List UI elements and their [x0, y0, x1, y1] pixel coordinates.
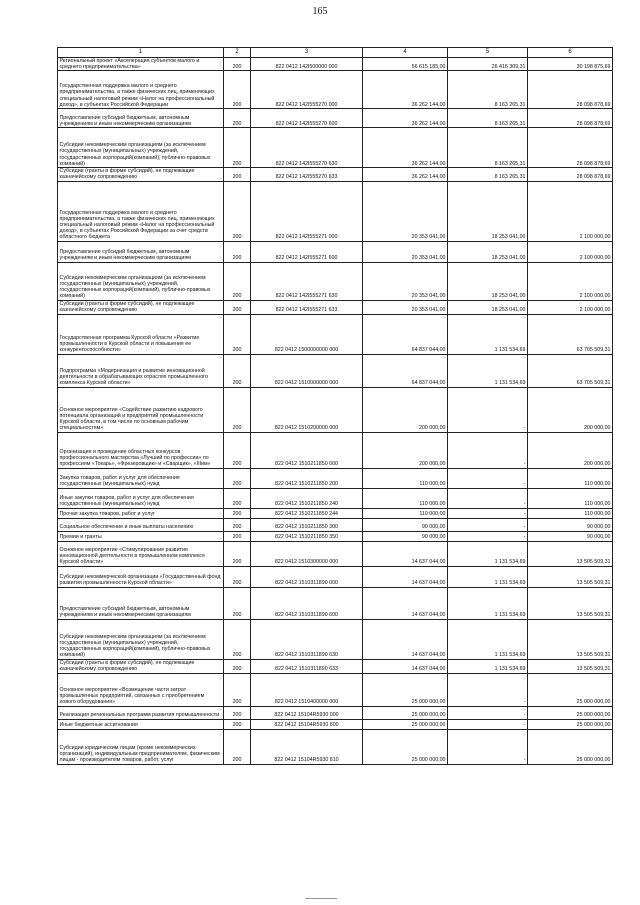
row-col4-cell: 20 353 041,00 — [363, 300, 448, 314]
row-vid-cell: 200 — [224, 619, 251, 659]
row-vid-cell: 200 — [224, 541, 251, 566]
row-vid-cell: 200 — [224, 706, 251, 719]
row-code-cell: 822 0412 1510000000 000 — [251, 354, 363, 387]
budget-table — [57, 47, 613, 765]
table-row — [58, 719, 613, 729]
table-row — [58, 587, 613, 619]
row-col6-cell: 90 000,00 — [528, 531, 613, 541]
row-col5-cell: 18 253 041,00 — [448, 241, 528, 262]
table-row — [58, 706, 613, 719]
row-col5-cell: 8 163 265,31 — [448, 128, 528, 168]
row-vid-cell: 200 — [224, 729, 251, 764]
row-col6-cell: 25 000 000,00 — [528, 673, 613, 706]
row-col5-cell: - — [448, 719, 528, 729]
row-col5-cell: 1 131 534,69 — [448, 619, 528, 659]
row-code-cell: 822 0412 15104R5930 810 — [251, 729, 363, 764]
row-col6-cell: 200 000,00 — [528, 387, 613, 432]
row-col4-cell: 90 000,00 — [363, 531, 448, 541]
row-col5-cell: 1 131 534,69 — [448, 354, 528, 387]
row-col6-cell: 13 505 509,31 — [528, 659, 613, 673]
table-row — [58, 128, 613, 168]
row-code-cell: 822 0412 1510211850 000 — [251, 432, 363, 468]
row-name-cell: Подпрограмма «Модернизация и развитие инновационной деятельности в обрабатывающих отраслях промышленного комплекса Курской области» — [58, 354, 224, 387]
row-vid-cell: 200 — [224, 508, 251, 518]
row-vid-cell: 200 — [224, 314, 251, 354]
row-code-cell: 822 0412 1510311890 000 — [251, 566, 363, 587]
row-col6-cell: 13 505 509,31 — [528, 587, 613, 619]
row-name-cell: Субсидии некоммерческой организации «Государственный фонд развития промышленности Курской области» — [58, 566, 224, 587]
table-row — [58, 262, 613, 300]
row-code-cell: 822 0412 15104R5930 000 — [251, 706, 363, 719]
row-vid-cell: 200 — [224, 566, 251, 587]
row-col4-cell: 25 000 000,00 — [363, 729, 448, 764]
row-col5-cell: 18 253 041,00 — [448, 181, 528, 241]
row-col4-cell: 36 262 144,00 — [363, 128, 448, 168]
row-vid-cell: 200 — [224, 719, 251, 729]
row-name-cell: Субсидии (гранты в форме субсидий), не подлежащие казначейскому сопровождению — [58, 300, 224, 314]
row-code-cell: 822 0412 1510200000 000 — [251, 387, 363, 432]
row-col6-cell: 13 505 509,31 — [528, 619, 613, 659]
row-col6-cell: 28 098 878,69 — [528, 71, 613, 109]
row-code-cell: 822 0412 1510311890 633 — [251, 659, 363, 673]
row-col5-cell: 1 131 534,69 — [448, 587, 528, 619]
row-col6-cell: 2 100 000,00 — [528, 241, 613, 262]
table-row — [58, 508, 613, 518]
row-col6-cell: 13 505 509,31 — [528, 541, 613, 566]
row-col5-cell: - — [448, 518, 528, 531]
row-col5-cell: - — [448, 508, 528, 518]
row-col4-cell: 64 837 044,00 — [363, 354, 448, 387]
row-name-cell: Субсидии некоммерческим организациям (за исключением государственных (муниципальных) учреждений, государственных корпораций(компаний), публично-правовых компаний) — [58, 262, 224, 300]
column-header: 2 — [224, 48, 251, 58]
row-vid-cell: 200 — [224, 673, 251, 706]
row-col6-cell: 63 705 509,31 — [528, 354, 613, 387]
table-row — [58, 729, 613, 764]
column-header: 3 — [251, 48, 363, 58]
row-col5-cell: 8 163 265,31 — [448, 168, 528, 182]
row-name-cell: Реализация региональных программ развития промышленности — [58, 706, 224, 719]
row-col6-cell: 28 098 878,69 — [528, 168, 613, 182]
row-col6-cell: 28 098 878,69 — [528, 109, 613, 128]
row-vid-cell: 200 — [224, 387, 251, 432]
row-col4-cell: 14 637 044,00 — [363, 541, 448, 566]
row-code-cell: 822 0412 1510311890 600 — [251, 587, 363, 619]
row-col4-cell: 110 000,00 — [363, 488, 448, 508]
row-vid-cell: 200 — [224, 57, 251, 71]
table-row — [58, 541, 613, 566]
row-name-cell: Предоставление субсидий бюджетным, автономным учреждениям и иным некоммерческим организациям — [58, 109, 224, 128]
row-col5-cell: 18 253 041,00 — [448, 300, 528, 314]
row-col5-cell: - — [448, 706, 528, 719]
row-col4-cell: 200 000,00 — [363, 387, 448, 432]
table-row — [58, 518, 613, 531]
column-header: 4 — [363, 48, 448, 58]
row-vid-cell: 200 — [224, 659, 251, 673]
table-row — [58, 57, 613, 71]
row-name-cell: Прочая закупка товаров, работ и услуг — [58, 508, 224, 518]
table-row — [58, 659, 613, 673]
row-name-cell: Закупка товаров, работ и услуг для обеспечения государственных (муниципальных) нужд — [58, 468, 224, 488]
row-name-cell: Иные бюджетные ассигнования — [58, 719, 224, 729]
table-header-row — [58, 48, 613, 58]
row-name-cell: Субсидии юридическим лицам (кроме некоммерческих организаций), индивидуальным предпринимателям, физическим лицам - производителям товаров, работ, услуг — [58, 729, 224, 764]
row-name-cell: Основное мероприятие «Стимулирование развития инновационной деятельности в промышленном комплексе Курской области» — [58, 541, 224, 566]
row-col5-cell: 8 163 265,31 — [448, 71, 528, 109]
row-col4-cell: 56 615 185,00 — [363, 57, 448, 71]
row-name-cell: Государственная программа Курской области «Развитие промышленности в Курской области и повышение ее конкурентоспособности» — [58, 314, 224, 354]
row-col6-cell: 28 098 878,69 — [528, 128, 613, 168]
row-code-cell: 822 0412 1510211850 240 — [251, 488, 363, 508]
row-col4-cell: 25 000 000,00 — [363, 719, 448, 729]
row-code-cell: 822 0412 142I500000 000 — [251, 57, 363, 71]
table-row — [58, 566, 613, 587]
row-col4-cell: 14 637 044,00 — [363, 587, 448, 619]
row-name-cell: Социальное обеспечение и иные выплаты населению — [58, 518, 224, 531]
row-col4-cell: 110 000,00 — [363, 508, 448, 518]
table-row — [58, 619, 613, 659]
row-code-cell: 822 0412 142I555271 633 — [251, 300, 363, 314]
row-col4-cell: 110 000,00 — [363, 468, 448, 488]
row-col5-cell: 18 253 041,00 — [448, 262, 528, 300]
row-name-cell: Государственная поддержка малого и среднего предпринимательства, а также физических лиц, применяющих специальный налоговый режим «Налог на профессиональный доход», в субъектах Российской Федерации — [58, 71, 224, 109]
row-col5-cell: - — [448, 673, 528, 706]
row-col6-cell: 2 100 000,00 — [528, 181, 613, 241]
row-name-cell: Предоставление субсидий бюджетным, автономным учреждениям и иным некоммерческим организациям — [58, 587, 224, 619]
row-col4-cell: 25 000 000,00 — [363, 706, 448, 719]
row-vid-cell: 200 — [224, 241, 251, 262]
table-row — [58, 354, 613, 387]
row-col4-cell: 14 637 044,00 — [363, 619, 448, 659]
row-col6-cell: 90 000,00 — [528, 518, 613, 531]
row-name-cell: Организация и проведение областных конкурсов профессионального мастерства «Лучший по профессии» по профессиям «Токарь», «Фрезеровщик» и «Сварщик», «IIIим» — [58, 432, 224, 468]
row-name-cell: Субсидии (гранты в форме субсидий), не подлежащие казначейскому сопровождению — [58, 659, 224, 673]
table-row — [58, 468, 613, 488]
row-vid-cell: 200 — [224, 468, 251, 488]
column-header: 1 — [58, 48, 224, 58]
row-code-cell: 822 0412 1510211850 200 — [251, 468, 363, 488]
row-code-cell: 822 0412 1510400000 000 — [251, 673, 363, 706]
row-col4-cell: 20 353 041,00 — [363, 241, 448, 262]
row-col5-cell: 1 131 534,69 — [448, 541, 528, 566]
row-code-cell: 822 0412 1510211850 350 — [251, 531, 363, 541]
row-name-cell: Премии и гранты — [58, 531, 224, 541]
row-col4-cell: 25 000 000,00 — [363, 673, 448, 706]
row-col6-cell: 25 000 000,00 — [528, 719, 613, 729]
row-name-cell: Государственная поддержка малого и среднего предпринимательства, а также физических лиц, применяющих специальный налоговый режим «Налог на профессиональный доход», в субъектах Российской Федерации за счет средств областного бюджета — [58, 181, 224, 241]
row-code-cell: 822 0412 142I555271 000 — [251, 181, 363, 241]
row-col5-cell: - — [448, 468, 528, 488]
row-col6-cell: 200 000,00 — [528, 432, 613, 468]
row-name-cell: Иные закупки товаров, работ и услуг для обеспечения государственных (муниципальных) нужд — [58, 488, 224, 508]
row-col6-cell: 2 100 000,00 — [528, 300, 613, 314]
table-row — [58, 181, 613, 241]
column-header: 6 — [528, 48, 613, 58]
row-col6-cell: 30 198 875,69 — [528, 57, 613, 71]
row-col6-cell: 63 705 509,31 — [528, 314, 613, 354]
row-name-cell: Основное мероприятие «Возмещение части затрат промышленных предприятий, связанных с приобретением нового оборудования» — [58, 673, 224, 706]
table-row — [58, 168, 613, 182]
table-row — [58, 314, 613, 354]
row-name-cell: Субсидии некоммерческим организациям (за исключением государственных (муниципальных) учреждений, государственных корпораций(компаний), публично-правовых компаний) — [58, 128, 224, 168]
row-col5-cell: 1 131 534,69 — [448, 314, 528, 354]
table-row — [58, 432, 613, 468]
row-vid-cell: 200 — [224, 432, 251, 468]
row-col6-cell: 2 100 000,00 — [528, 262, 613, 300]
row-col4-cell: 64 837 044,00 — [363, 314, 448, 354]
row-vid-cell: 200 — [224, 354, 251, 387]
row-vid-cell: 200 — [224, 109, 251, 128]
table-row — [58, 531, 613, 541]
row-col5-cell: - — [448, 432, 528, 468]
row-name-cell: Основное мероприятие «Содействие развитию кадрового потенциала организаций и предприятий промышленности Курской области, в том числе по основным рабочим специальностям» — [58, 387, 224, 432]
row-name-cell: Субсидии некоммерческим организациям (за исключением государственных (муниципальных) учреждений, государственных корпораций(компаний), публично-правовых компаний) — [58, 619, 224, 659]
row-col5-cell: - — [448, 488, 528, 508]
row-code-cell: 822 0412 1510211850 300 — [251, 518, 363, 531]
row-code-cell: 822 0412 142I555270 630 — [251, 128, 363, 168]
table-row — [58, 387, 613, 432]
table-row — [58, 488, 613, 508]
row-code-cell: 822 0412 142I555271 600 — [251, 241, 363, 262]
row-vid-cell: 200 — [224, 71, 251, 109]
row-col5-cell: - — [448, 387, 528, 432]
row-col5-cell: 8 163 265,31 — [448, 109, 528, 128]
column-header: 5 — [448, 48, 528, 58]
row-col6-cell: 25 000 000,00 — [528, 706, 613, 719]
row-col4-cell: 14 637 044,00 — [363, 659, 448, 673]
row-col6-cell: 13 505 509,31 — [528, 566, 613, 587]
row-code-cell: 822 0412 142I555270 600 — [251, 109, 363, 128]
page-bottom-mark — [305, 898, 337, 899]
row-code-cell: 822 0412 1510300000 000 — [251, 541, 363, 566]
row-col6-cell: 110 000,00 — [528, 468, 613, 488]
table-body — [58, 57, 613, 764]
table-row — [58, 300, 613, 314]
row-col5-cell: 1 131 534,69 — [448, 566, 528, 587]
row-col4-cell: 36 262 144,00 — [363, 109, 448, 128]
row-code-cell: 822 0412 1510311890 630 — [251, 619, 363, 659]
row-code-cell: 822 0412 142I555270 000 — [251, 71, 363, 109]
row-code-cell: 822 0412 1500000000 000 — [251, 314, 363, 354]
row-name-cell: Предоставление субсидий бюджетным, автономным учреждениям и иным некоммерческим организациям — [58, 241, 224, 262]
row-col5-cell: - — [448, 531, 528, 541]
row-col5-cell: 1 131 534,69 — [448, 659, 528, 673]
row-col4-cell: 90 000,00 — [363, 518, 448, 531]
row-col6-cell: 110 000,00 — [528, 488, 613, 508]
row-name-cell: Региональный проект «Акселерация субъектов малого и среднего предпринимательства» — [58, 57, 224, 71]
row-code-cell: 822 0412 1510211850 244 — [251, 508, 363, 518]
row-vid-cell: 200 — [224, 181, 251, 241]
row-col6-cell: 25 000 000,00 — [528, 729, 613, 764]
row-col5-cell: 26 416 309,31 — [448, 57, 528, 71]
row-col4-cell: 200 000,00 — [363, 432, 448, 468]
table-row — [58, 71, 613, 109]
row-vid-cell: 200 — [224, 262, 251, 300]
row-col4-cell: 20 353 041,00 — [363, 262, 448, 300]
row-vid-cell: 200 — [224, 128, 251, 168]
row-code-cell: 822 0412 142I555270 633 — [251, 168, 363, 182]
page-number: 165 — [312, 6, 328, 17]
row-vid-cell: 200 — [224, 587, 251, 619]
row-code-cell: 822 0412 15104R5930 800 — [251, 719, 363, 729]
row-name-cell: Субсидии (гранты в форме субсидий), не подлежащие казначейскому сопровождению — [58, 168, 224, 182]
table-row — [58, 109, 613, 128]
row-code-cell: 822 0412 142I555271 630 — [251, 262, 363, 300]
table-row — [58, 673, 613, 706]
row-col4-cell: 36 262 144,00 — [363, 168, 448, 182]
row-vid-cell: 200 — [224, 531, 251, 541]
table-row — [58, 241, 613, 262]
row-vid-cell: 200 — [224, 488, 251, 508]
row-vid-cell: 200 — [224, 168, 251, 182]
row-col4-cell: 20 353 041,00 — [363, 181, 448, 241]
row-col4-cell: 36 262 144,00 — [363, 71, 448, 109]
row-col6-cell: 110 000,00 — [528, 508, 613, 518]
row-vid-cell: 200 — [224, 518, 251, 531]
row-vid-cell: 200 — [224, 300, 251, 314]
row-col4-cell: 14 637 044,00 — [363, 566, 448, 587]
row-col5-cell: - — [448, 729, 528, 764]
